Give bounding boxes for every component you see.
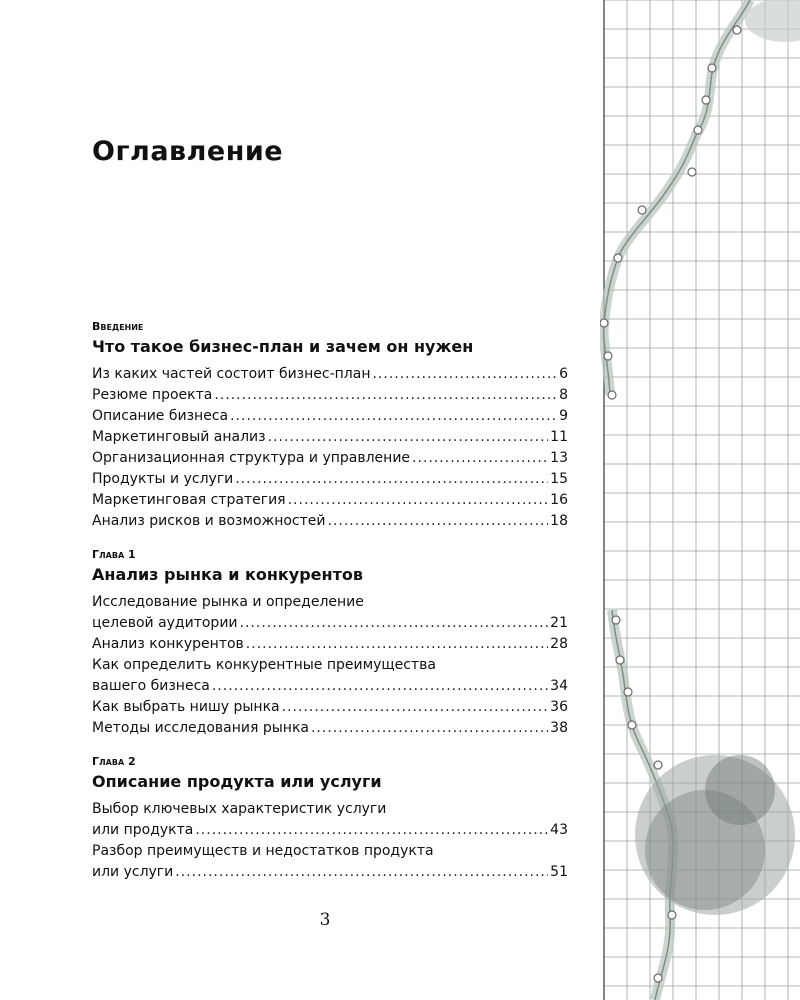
dot-leader (268, 427, 549, 448)
section-heading: Описание продукта или услуги (92, 772, 382, 791)
toc-entry-text: Описание бизнеса (92, 408, 229, 424)
toc-entry-text-first-line: Как определить конкурентные преимущества (92, 657, 436, 673)
toc-entry-text: Организационная структура и управление (92, 450, 411, 466)
dot-leader (282, 697, 549, 718)
toc-entry[interactable] (92, 718, 568, 739)
page-number: 3 (319, 910, 331, 930)
toc-entry-page: 15 (550, 471, 568, 487)
toc-entry-page: 51 (550, 864, 568, 880)
toc-entry-text: Из каких частей состоит бизнес-план (92, 366, 371, 382)
toc-entry-page: 28 (550, 636, 568, 652)
dot-leader (214, 385, 557, 406)
toc-entry-page: 11 (550, 429, 568, 445)
toc-entry[interactable] (92, 511, 568, 532)
toc-entry-text-first-line: Исследование рынка и определение (92, 594, 364, 610)
toc-entry-text: Как выбрать нишу рынка (92, 699, 280, 715)
section-label: Глава 1 (92, 548, 136, 561)
toc-entry-text: целевой аудитории (92, 615, 238, 631)
dot-leader (230, 406, 557, 427)
dot-leader (175, 862, 548, 883)
toc-entry[interactable] (92, 592, 568, 634)
table-of-contents (92, 320, 568, 899)
toc-entry-text: или продукта (92, 822, 194, 838)
toc-entry-page: 16 (550, 492, 568, 508)
toc-entry-page: 9 (559, 408, 568, 424)
toc-entry-text: Продукты и услуги (92, 471, 234, 487)
toc-entry-page: 38 (550, 720, 568, 736)
toc-entry[interactable] (92, 655, 568, 697)
section-label: Глава 2 (92, 755, 136, 768)
dot-leader (412, 448, 548, 469)
section-heading: Анализ рынка и конкурентов (92, 565, 363, 584)
toc-entry[interactable] (92, 697, 568, 718)
toc-entry[interactable] (92, 385, 568, 406)
toc-entry-page: 36 (550, 699, 568, 715)
dot-leader (372, 364, 557, 385)
toc-entry-page: 18 (550, 513, 568, 529)
toc-entry[interactable] (92, 448, 568, 469)
toc-section (92, 548, 568, 739)
toc-section (92, 320, 568, 532)
dot-leader (246, 634, 548, 655)
toc-entry-page: 6 (559, 366, 568, 382)
dot-leader (212, 676, 548, 697)
toc-entry-text: Методы исследования рынка (92, 720, 309, 736)
dot-leader (311, 718, 548, 739)
toc-section (92, 755, 568, 883)
toc-entry-text: вашего бизнеса (92, 678, 210, 694)
toc-entry-page: 43 (550, 822, 568, 838)
dot-leader (195, 820, 548, 841)
section-heading: Что такое бизнес-план и зачем он нужен (92, 337, 474, 356)
toc-entry-text: или услуги (92, 864, 174, 880)
section-label: Введение (92, 320, 144, 333)
toc-entry[interactable] (92, 427, 568, 448)
toc-entry-page: 21 (550, 615, 568, 631)
toc-entry-text-first-line: Разбор преимуществ и недостатков продукта (92, 843, 434, 859)
dot-leader (288, 490, 549, 511)
toc-entry-text: Маркетинговый анализ (92, 429, 266, 445)
decorative-globe-grid-illustration (600, 0, 800, 1000)
toc-entry-page: 8 (559, 387, 568, 403)
page-title: Оглавление (92, 136, 284, 167)
dot-leader (328, 511, 549, 532)
toc-entry-text-first-line: Выбор ключевых характеристик услуги (92, 801, 387, 817)
toc-entry[interactable] (92, 490, 568, 511)
toc-entry[interactable] (92, 469, 568, 490)
toc-entry-text: Анализ рисков и возможностей (92, 513, 326, 529)
toc-entry-text: Маркетинговая стратегия (92, 492, 286, 508)
dot-leader (240, 613, 549, 634)
toc-entry-text: Анализ конкурентов (92, 636, 244, 652)
toc-entry[interactable] (92, 406, 568, 427)
dot-leader (235, 469, 548, 490)
toc-entry[interactable] (92, 364, 568, 385)
toc-entry-text: Резюме проекта (92, 387, 213, 403)
toc-entry-page: 13 (550, 450, 568, 466)
toc-entry[interactable] (92, 634, 568, 655)
toc-entry[interactable] (92, 841, 568, 883)
toc-entry[interactable] (92, 799, 568, 841)
toc-entry-page: 34 (550, 678, 568, 694)
